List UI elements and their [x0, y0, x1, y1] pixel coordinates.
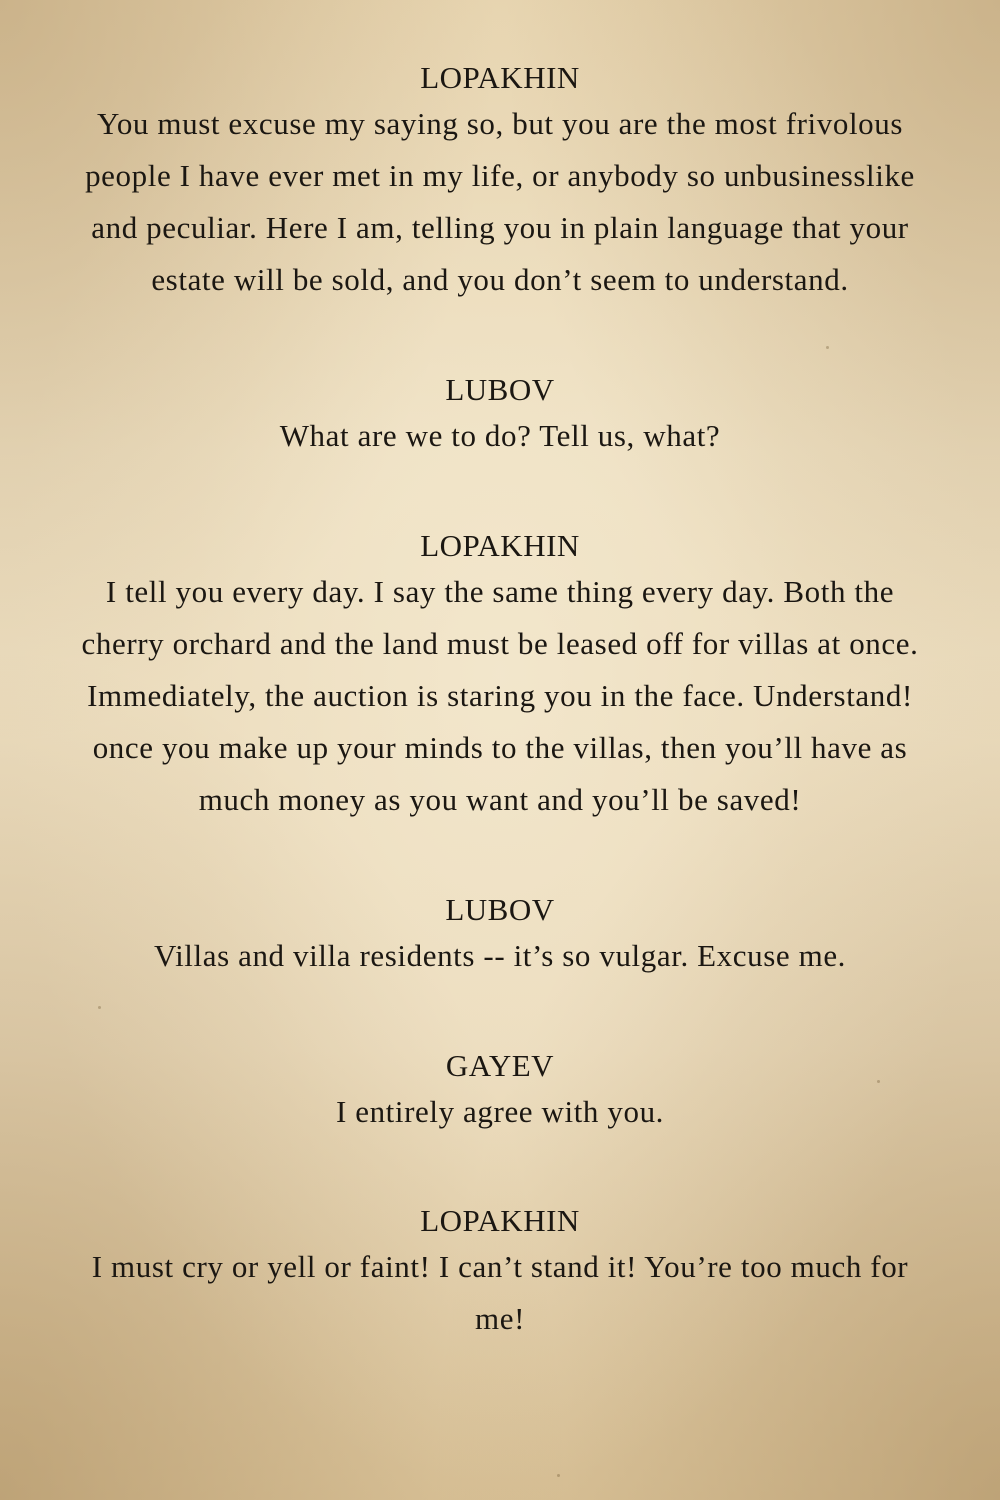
speaker-name: LOPAKHIN — [420, 528, 580, 563]
dialogue-line: I tell you every day. I say the same thing every day. Both the — [105, 574, 895, 609]
paper-speck — [826, 346, 829, 349]
speaker-name: LUBOV — [445, 372, 555, 407]
dialogue-line: I must cry or yell or faint! I can’t stand it! You’re too much for — [91, 1249, 909, 1284]
dialogue-line: much money as you want and you’ll be saved! — [198, 782, 802, 817]
speaker-name: LOPAKHIN — [420, 60, 580, 95]
dialogue-line: me! — [475, 1301, 525, 1336]
dialogue-line: cherry orchard and the land must be leased off for villas at once. — [81, 626, 919, 661]
dialogue-line: and peculiar. Here I am, telling you in plain language that your — [91, 210, 909, 245]
dialogue-block — [0, 890, 1000, 982]
dialogue-block — [0, 1046, 1000, 1138]
dialogue-line: Villas and villa residents -- it’s so vulgar. Excuse me. — [153, 938, 847, 973]
dialogue-block — [0, 526, 1000, 826]
speaker-name: GAYEV — [445, 1048, 555, 1083]
dialogue-block — [0, 370, 1000, 462]
dialogue-line: You must excuse my saying so, but you are the most frivolous — [96, 106, 904, 141]
speaker-name: LOPAKHIN — [420, 1203, 580, 1238]
dialogue-line: once you make up your minds to the villas, then you’ll have as — [92, 730, 908, 765]
dialogue-line: estate will be sold, and you don’t seem to understand. — [151, 262, 849, 297]
paper-speck — [98, 1006, 101, 1009]
dialogue-line: people I have ever met in my life, or anybody so unbusinesslike — [85, 158, 915, 193]
dialogue-line: What are we to do? Tell us, what? — [279, 418, 721, 453]
dialogue-line: Immediately, the auction is staring you in the face. Understand! — [87, 678, 913, 713]
dialogue-block — [0, 1201, 1000, 1345]
dialogue-line: I entirely agree with you. — [335, 1094, 665, 1129]
speaker-name: LUBOV — [445, 892, 555, 927]
paper-speck — [557, 1474, 560, 1477]
dialogue-block — [0, 58, 1000, 306]
